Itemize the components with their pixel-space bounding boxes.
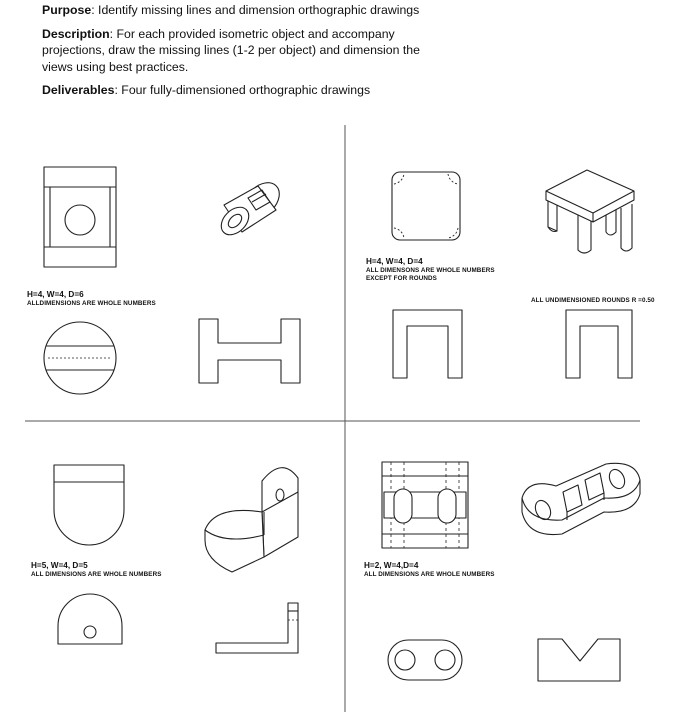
deliverables-label: Deliverables	[42, 83, 115, 97]
p1-note: ALLDIMENSIONS ARE WHOLE NUMBERS	[27, 300, 156, 307]
p4-dimension-note	[364, 561, 495, 579]
p3-dims: H=5, W=4, D=5	[31, 561, 88, 570]
p2-note-line2: EXCEPT FOR ROUNDS	[366, 275, 437, 282]
p2-top-view	[392, 172, 460, 240]
p1-dimension-note	[27, 290, 156, 308]
p4-top-view	[382, 462, 468, 548]
p2-rounds-text: ALL UNDIMENSIONED ROUNDS R =0.50	[531, 297, 655, 304]
purpose-label: Purpose	[42, 3, 92, 17]
p1-isometric-view	[216, 176, 286, 240]
p2-side-view	[566, 310, 632, 378]
p2-isometric-view	[546, 170, 634, 253]
purpose-text: : Identify missing lines and dimension orthographic drawings	[91, 3, 420, 17]
p4-isometric-view	[522, 463, 640, 534]
p2-note-line1: ALL DIMENSONS ARE WHOLE NUMBERS	[366, 267, 495, 274]
p3-note: ALL DIMENSIONS ARE WHOLE NUMBERS	[31, 571, 162, 578]
p2-dimension-note	[366, 257, 495, 283]
p3-top-view	[54, 465, 124, 545]
p3-front-view	[58, 594, 122, 644]
p2-rounds-note	[531, 297, 655, 305]
p3-side-view	[216, 603, 298, 653]
p1-side-view	[199, 319, 300, 383]
p2-dims: H=4, W=4, D=4	[366, 257, 423, 266]
p3-dimension-note	[31, 561, 162, 579]
p4-front-view	[388, 640, 462, 680]
p4-dims: H=2, W=4,D=4	[364, 561, 419, 570]
deliverables-text: : Four fully-dimensioned orthographic drawings	[114, 83, 371, 97]
description-text: : For each provided isometric object and accompany projections, draw the missing lines (1-2 per object) and dimension the views using best practices.	[42, 26, 420, 74]
p2-front-view	[393, 310, 462, 378]
p1-front-view	[44, 167, 116, 267]
p3-isometric-view	[205, 468, 298, 572]
p1-dims: H=4, W=4, D=6	[27, 290, 84, 299]
description-label: Description	[42, 26, 110, 41]
p1-top-view	[44, 322, 116, 394]
p4-side-view	[538, 639, 620, 681]
p4-note: ALL DIMENSIONS ARE WHOLE NUMBERS	[364, 571, 495, 578]
